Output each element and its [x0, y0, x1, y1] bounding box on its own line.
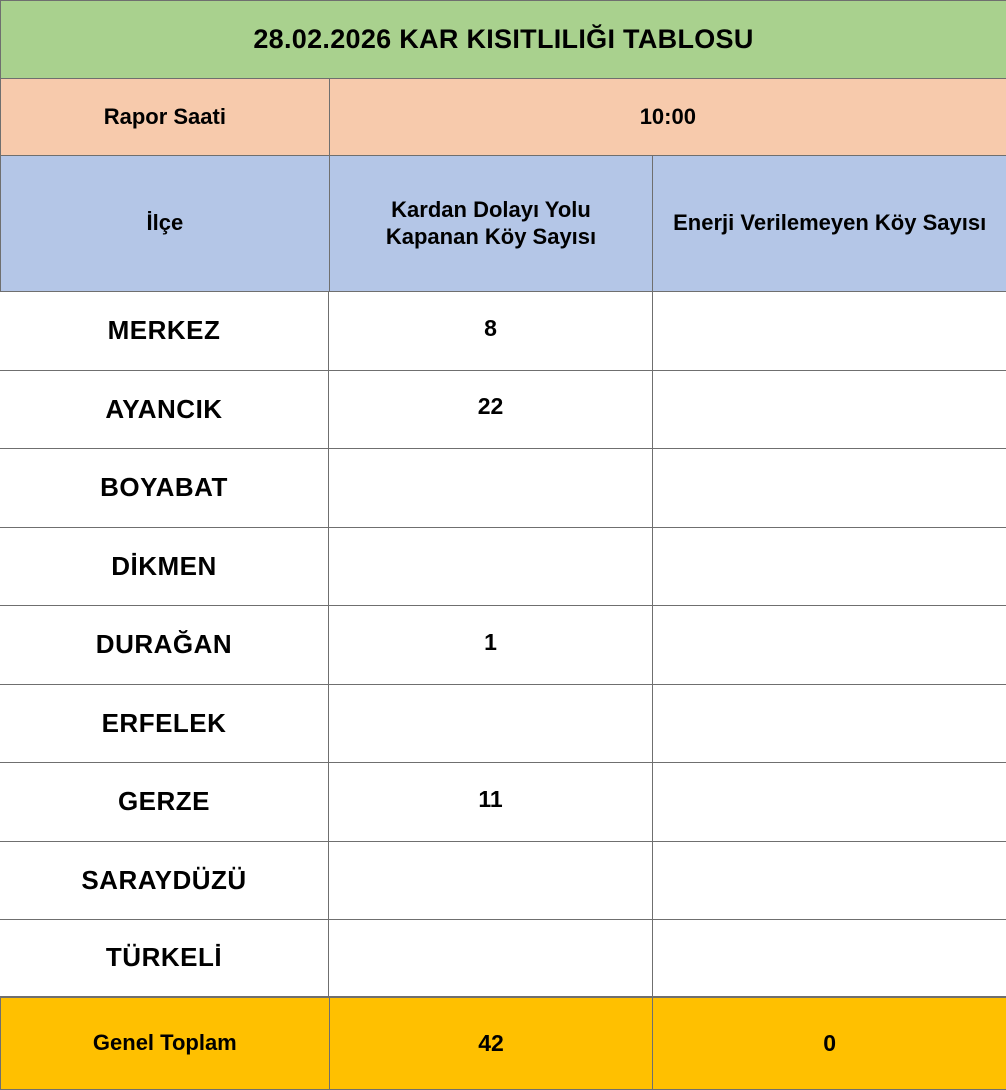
- no-power-count: [653, 449, 1006, 528]
- table-title: 28.02.2026 KAR KISITLILIĞI TABLOSU: [1, 1, 1006, 79]
- no-power-count: [653, 371, 1006, 450]
- closed-roads-count: [329, 528, 653, 607]
- closed-roads-count: 22: [329, 371, 653, 450]
- header-no-power: Enerji Verilemeyen Köy Sayısı: [653, 156, 1006, 292]
- no-power-count: [653, 528, 1006, 607]
- district-name: ERFELEK: [0, 685, 329, 764]
- table-row: [0, 763, 1006, 842]
- header-closed-roads: Kardan Dolayı Yolu Kapanan Köy Sayısı: [330, 156, 654, 292]
- table-row: [0, 606, 1006, 685]
- total-row: [0, 997, 1006, 1090]
- report-time-row: [0, 79, 1006, 156]
- closed-roads-count: [329, 685, 653, 764]
- report-time-value: 10:00: [330, 79, 1006, 156]
- table-row: [0, 685, 1006, 764]
- no-power-count: [653, 763, 1006, 842]
- closed-roads-count: 1: [329, 606, 653, 685]
- district-name: DURAĞAN: [0, 606, 329, 685]
- district-name: BOYABAT: [0, 449, 329, 528]
- table-row: [0, 449, 1006, 528]
- column-header-row: [0, 156, 1006, 292]
- closed-roads-count: [329, 920, 653, 997]
- district-name: DİKMEN: [0, 528, 329, 607]
- table-row: [0, 842, 1006, 921]
- table-row: [0, 371, 1006, 450]
- closed-roads-count: 8: [329, 292, 653, 371]
- header-district: İlçe: [1, 156, 330, 292]
- table-row: [0, 528, 1006, 607]
- total-no-power: 0: [653, 998, 1006, 1090]
- no-power-count: [653, 685, 1006, 764]
- table-title-row: [0, 0, 1006, 79]
- district-name: SARAYDÜZÜ: [0, 842, 329, 921]
- closed-roads-count: [329, 449, 653, 528]
- no-power-count: [653, 606, 1006, 685]
- closed-roads-count: [329, 842, 653, 921]
- district-name: MERKEZ: [0, 292, 329, 371]
- total-closed-roads: 42: [330, 998, 654, 1090]
- closed-roads-count: 11: [329, 763, 653, 842]
- total-label: Genel Toplam: [1, 998, 330, 1090]
- no-power-count: [653, 920, 1006, 997]
- no-power-count: [653, 842, 1006, 921]
- no-power-count: [653, 292, 1006, 371]
- report-time-label: Rapor Saati: [1, 79, 330, 156]
- table-row: [0, 920, 1006, 997]
- district-name: GERZE: [0, 763, 329, 842]
- district-name: TÜRKELİ: [0, 920, 329, 997]
- district-name: AYANCIK: [0, 371, 329, 450]
- table-row: [0, 292, 1006, 371]
